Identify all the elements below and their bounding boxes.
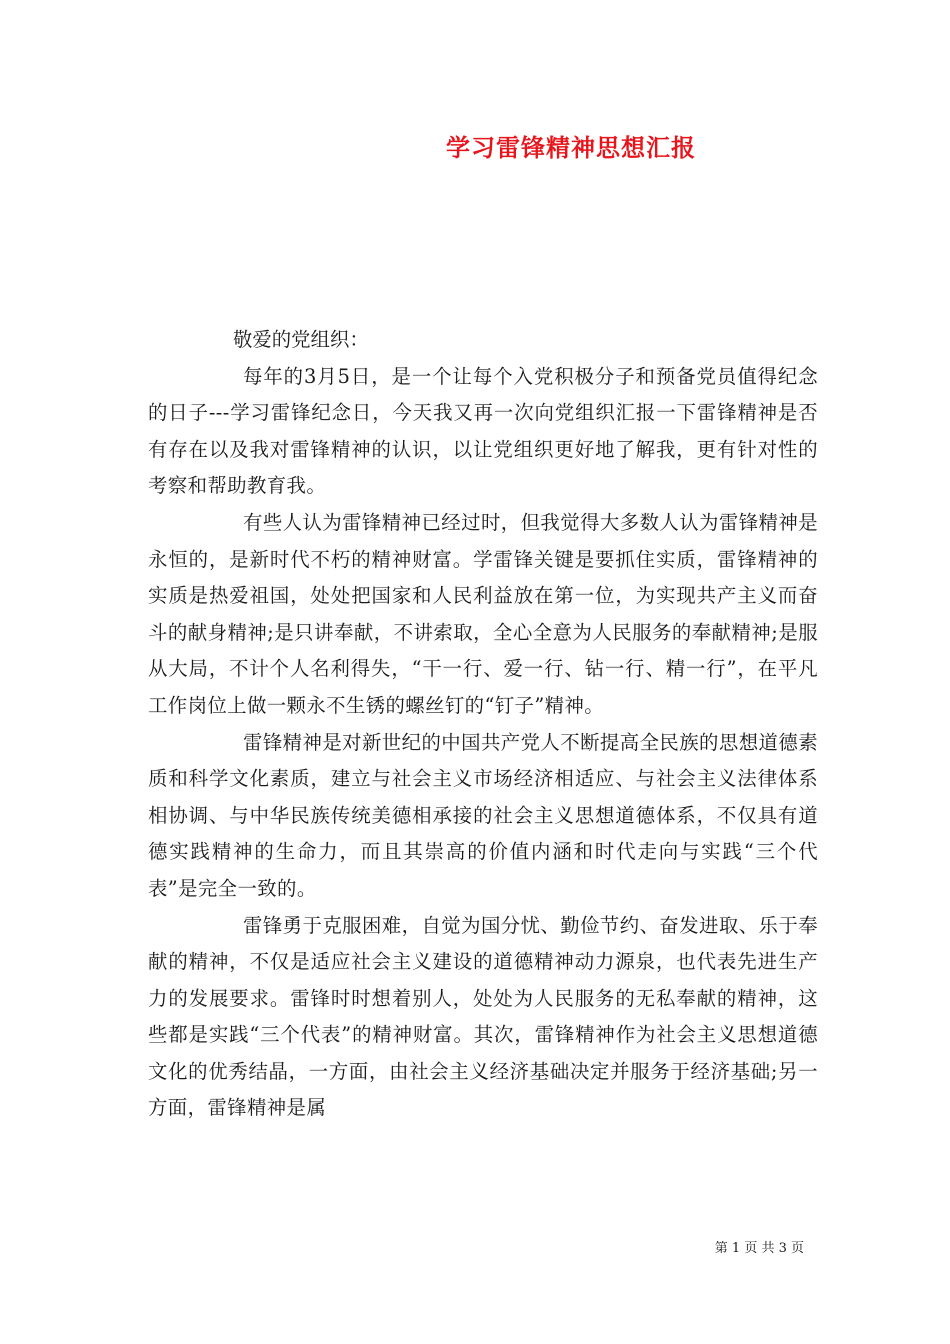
salutation: 敬爱的党组织： bbox=[233, 328, 369, 351]
paragraph-4: 雷锋勇于克服困难，自觉为国分忧、勤俭节约、奋发进取、乐于奉献的精神，不仅是适应社会主义建设的道德精神动力源泉，也代表先进生产力的发展要求。雷锋时时想着别人，处处为人民服务的无私奉献的精神，这些都是实践“三个代表”的精神财富。其次，雷锋精神作为社会主义思想道德文化的优秀结晶，一方面，由社会主义经济基础决定并服务于经济基础;另一方面，雷锋精神是属 bbox=[148, 913, 818, 1120]
document-title: 学习雷锋精神思想汇报 bbox=[446, 133, 696, 162]
page-number-footer: 第 1 页 共 3 页 bbox=[714, 1241, 804, 1256]
paragraph-1: 每年的3月5日，是一个让每个入党积极分子和预备党员值得纪念的日子---学习雷锋纪念日，今天我又再一次向党组织汇报一下雷锋精神是否有存在以及我对雷锋精神的认识，以让党组织更好地了解我，更有针对性的考察和帮助教育我。 bbox=[148, 364, 818, 498]
paragraph-2: 有些人认为雷锋精神已经过时，但我觉得大多数人认为雷锋精神是永恒的，是新时代不朽的精神财富。学雷锋关键是要抓住实质，雷锋精神的实质是热爱祖国，处处把国家和人民利益放在第一位，为实现共产主义而奋斗的献身精神;是只讲奉献，不讲索取，全心全意为人民服务的奉献精神;是服从大局，不计个人名利得失，“干一行、爱一行、钻一行、精一行”，在平凡工作岗位上做一颗永不生锈的螺丝钉的“钉子”精神。 bbox=[148, 510, 818, 717]
document-body bbox=[148, 322, 818, 1127]
paragraph-3: 雷锋精神是对新世纪的中国共产党人不断提高全民族的思想道德素质和科学文化素质，建立与社会主义市场经济相适应、与社会主义法律体系相协调、与中华民族传统美德相承接的社会主义思想道德体系，不仅具有道德实践精神的生命力，而且其崇高的价值内涵和时代走向与实践“三个代表”是完全一致的。 bbox=[148, 730, 818, 900]
